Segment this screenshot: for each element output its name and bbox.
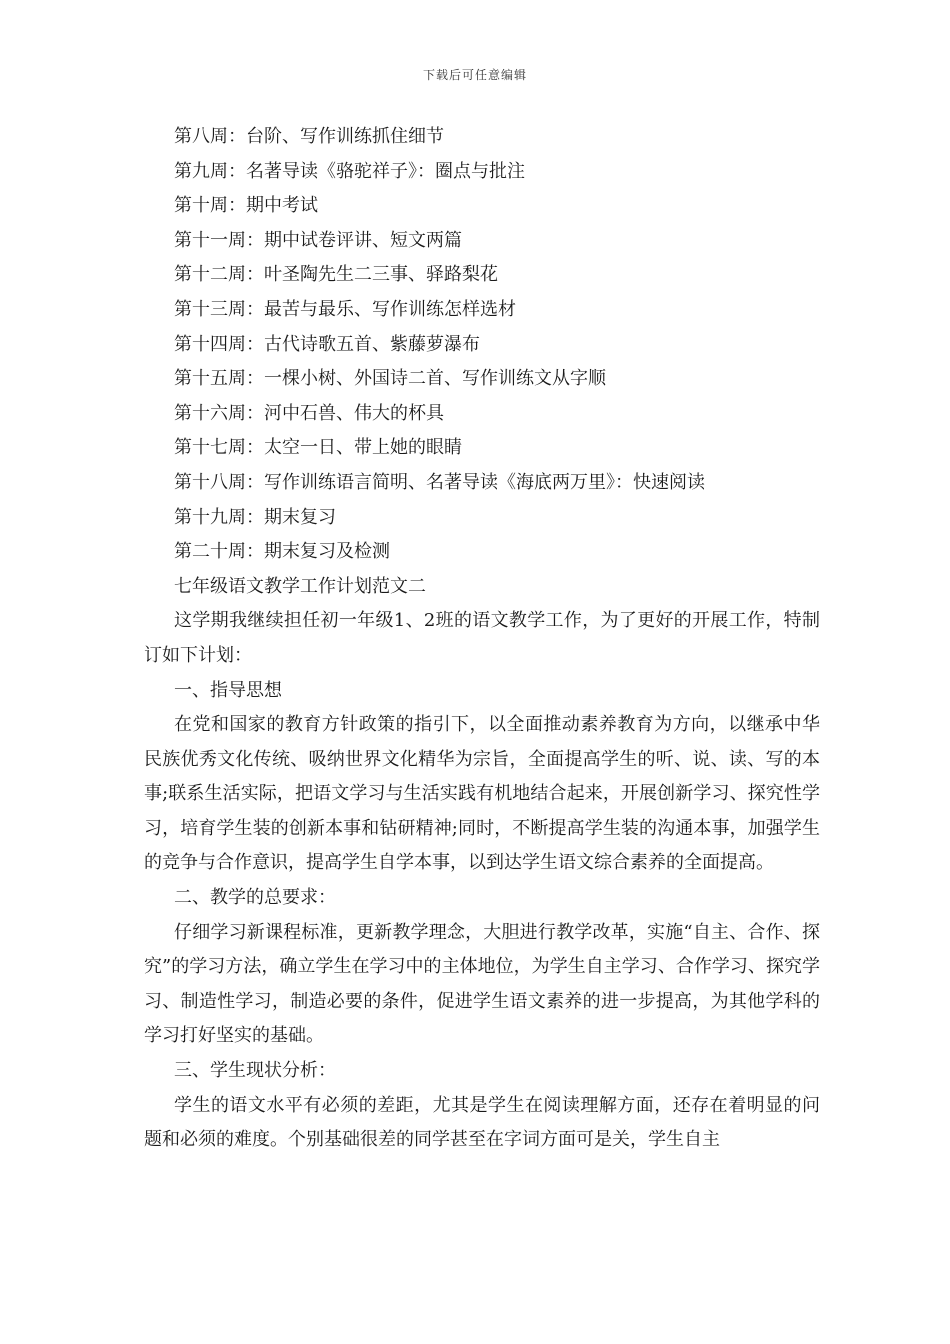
schedule-item-week-13: 第十三周：最苦与最乐、写作训练怎样选材 <box>174 298 516 320</box>
document-body <box>144 120 820 1158</box>
schedule-item-week-19: 第十九周：期末复习 <box>174 506 336 528</box>
schedule-item-week-11: 第十一周：期中试卷评讲、短文两篇 <box>174 229 462 251</box>
intro-paragraph: 这学期我继续担任初一年级1、2班的语文教学工作，为了更好的开展工作，特制订如下计划： <box>144 610 820 666</box>
schedule-item-week-14: 第十四周：古代诗歌五首、紫藤萝瀑布 <box>174 333 480 355</box>
schedule-item-week-18: 第十八周：写作训练语言简明、名著导读《海底两万里》：快速阅读 <box>174 471 705 493</box>
student-analysis-paragraph: 学生的语文水平有必须的差距，尤其是学生在阅读理解方面，还存在着明显的问题和必须的难度。个别基础很差的同学甚至在字词方面可是关，学生自主 <box>144 1094 820 1151</box>
requirements-paragraph: 仔细学习新课程标准，更新教学理念，大胆进行教学改革，实施“自主、合作、探究”的学习方法，确立学生在学习中的主体地位，为学生自主学习、合作学习、探究学习、制造性学习，制造必要的条件，促进学生语文素养的进一步提高，为其他学科的学习打好坚实的基础。 <box>144 921 820 1047</box>
guiding-thought-paragraph: 在党和国家的教育方针政策的指引下，以全面推动素养教育为方向，以继承中华民族优秀文化传统、吸纳世界文化精华为宗旨，全面提高学生的听、说、读、写的本事;联系生活实际，把语文学习与生活实践有机地结合起来，开展创新学习、探究性学习，培育学生装的创新本事和钻研精神;同时，不断提高学生装的沟通本事，加强学生的竞争与合作意识，提高学生自学本事，以到达学生语文综合素养的全面提高。 <box>144 714 820 874</box>
schedule-item-week-12: 第十二周：叶圣陶先生二三事、驿路梨花 <box>174 264 498 286</box>
schedule-item-week-10: 第十周：期中考试 <box>174 195 318 217</box>
schedule-item-week-16: 第十六周：河中石兽、伟大的杯具 <box>174 402 444 424</box>
schedule-item-week-20: 第二十周：期末复习及检测 <box>174 541 390 563</box>
section-title: 七年级语文教学工作计划范文二 <box>174 575 426 597</box>
schedule-item-week-15: 第十五周：一棵小树、外国诗二首、写作训练文从字顺 <box>174 368 606 390</box>
schedule-item-week-8: 第八周：台阶、写作训练抓住细节 <box>174 126 444 147</box>
page-header: 下载后可任意编辑 <box>422 68 527 82</box>
section-heading-student-analysis: 三、学生现状分析： <box>174 1060 336 1082</box>
schedule-item-week-17: 第十七周：太空一日、带上她的眼睛 <box>174 437 462 459</box>
schedule-item-week-9: 第九周：名著导读《骆驼祥子》：圈点与批注 <box>174 160 525 182</box>
section-heading-guiding-thought: 一、指导思想 <box>174 679 282 701</box>
section-heading-requirements: 二、教学的总要求： <box>174 887 336 909</box>
